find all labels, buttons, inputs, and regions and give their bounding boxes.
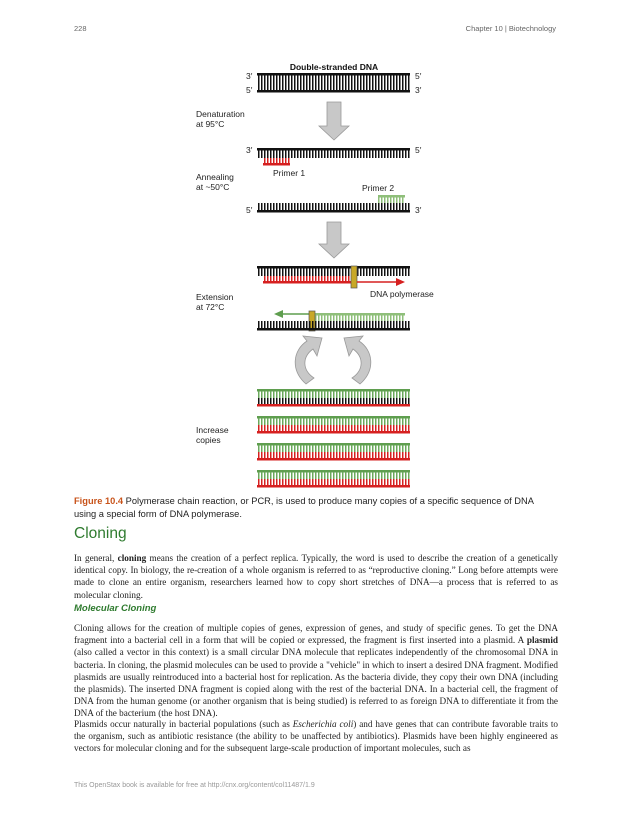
- dna-polymerase-label: DNA polymerase: [370, 289, 434, 299]
- primer1-label: Primer 1: [273, 168, 306, 178]
- extension-label: Extension: [196, 292, 234, 302]
- end-label-5-b: 5′: [246, 205, 253, 215]
- arrow-left-icon: [274, 310, 283, 318]
- paragraph-molecular-cloning: Cloning allows for the creation of multiple copies of genes, expression of genes, and study of specific genes. To get the DNA fragment into a bacterial cell in a form that will be copied or expressed, the fragment is first inserted into a plasmid. A plasmid (also called a vector in this context) is a small circular DNA molecule that replicates independently of the chromosomal DNA in bacteria. In cloning, the plasmid molecules can be used to provide a "vehicle" in which to insert a desired DNA fragment. Modified plasmids are usually reintroduced into a bacterial host for replication. As the bacteria divide, they copy their own DNA (including the plasmids). The inserted DNA fragment is copied along with the rest of the bacterial DNA. In a bacterial cell, the fragment of DNA from the human genome (or another organism that is being studied) is referred to as foreign DNA to differentiate it from the DNA of the bacterium (the host DNA).: [74, 623, 558, 719]
- increase-label: Increase: [196, 425, 229, 435]
- dna-polymerase-icon: [351, 266, 357, 288]
- denaturation-label: Denaturation: [196, 109, 245, 119]
- section-heading: Cloning: [74, 525, 127, 542]
- annealing-label: Annealing: [196, 172, 234, 182]
- page-number: 228: [74, 24, 87, 33]
- primer2-label: Primer 2: [362, 183, 395, 193]
- copies-label: copies: [196, 435, 221, 445]
- paragraph-cloning-intro: In general, cloning means the creation of a perfect replica. Typically, the word is used to describe the creation of a genetically identical copy. In biology, the re-creation of a whole organism is referred to as “reproductive cloning.” Long before attempts were made to clone an entire organism, researchers learned how to copy short stretches of DNA—a process that is referred to as molecular cloning.: [74, 553, 558, 600]
- figure-number: Figure 10.4: [74, 496, 124, 506]
- cycle-arrows-icon: [295, 336, 371, 384]
- denaturation-temp: at 95°C: [196, 119, 225, 129]
- arrow-right-icon: [396, 278, 405, 286]
- copy-2: [257, 416, 410, 434]
- copy-1: [257, 389, 410, 407]
- end-label-3-top-left: 3′: [246, 71, 253, 81]
- double-stranded-dna: [246, 71, 422, 95]
- figure-title: Double-stranded DNA: [289, 62, 379, 72]
- footer: This OpenStax book is available for free at http://cnx.org/content/col11487/1.9: [74, 782, 315, 789]
- top-strand-with-primer1: [246, 145, 422, 178]
- subheading-molecular-cloning: Molecular Cloning: [74, 603, 157, 614]
- extension-bottom: [257, 310, 410, 331]
- end-label-3: 3′: [246, 145, 253, 155]
- copy-3: [257, 443, 410, 461]
- bottom-strand-with-primer2: [246, 183, 422, 215]
- end-label-5-top-right: 5′: [415, 71, 422, 81]
- end-label-3-bottom-right: 3′: [415, 85, 422, 95]
- annealing-temp: at ~50°C: [196, 182, 230, 192]
- figure-caption: [74, 495, 558, 521]
- chapter-header: Chapter 10 | Biotechnology: [465, 24, 556, 33]
- end-label-5: 5′: [415, 145, 422, 155]
- copies: [257, 389, 410, 488]
- end-label-3-b: 3′: [415, 205, 422, 215]
- term-e-coli: Escherichia coli: [292, 719, 354, 729]
- extension-temp: at 72°C: [196, 302, 225, 312]
- end-label-5-bottom-left: 5′: [246, 85, 253, 95]
- caption-text: Polymerase chain reaction, or PCR, is used to produce many copies of a specific sequence of DNA using a special form of DNA polymerase.: [74, 496, 534, 519]
- copy-4: [257, 470, 410, 488]
- term-plasmid: plasmid: [526, 635, 558, 646]
- paragraph-plasmids: Plasmids occur naturally in bacterial populations (such as Escherichia coli) and have genes that can contribute favorable traits to the organism, such as antibiotic resistance (the ability to be unaffected by antibiotics). Plasmids have been highly engineered as vectors for molecular cloning and for the subsequent large-scale production of important molecules, such as: [74, 719, 558, 754]
- down-arrow-icon: [319, 222, 349, 258]
- down-arrow-icon: [319, 102, 349, 140]
- term-cloning: cloning: [117, 553, 147, 563]
- extension-top: [257, 266, 434, 299]
